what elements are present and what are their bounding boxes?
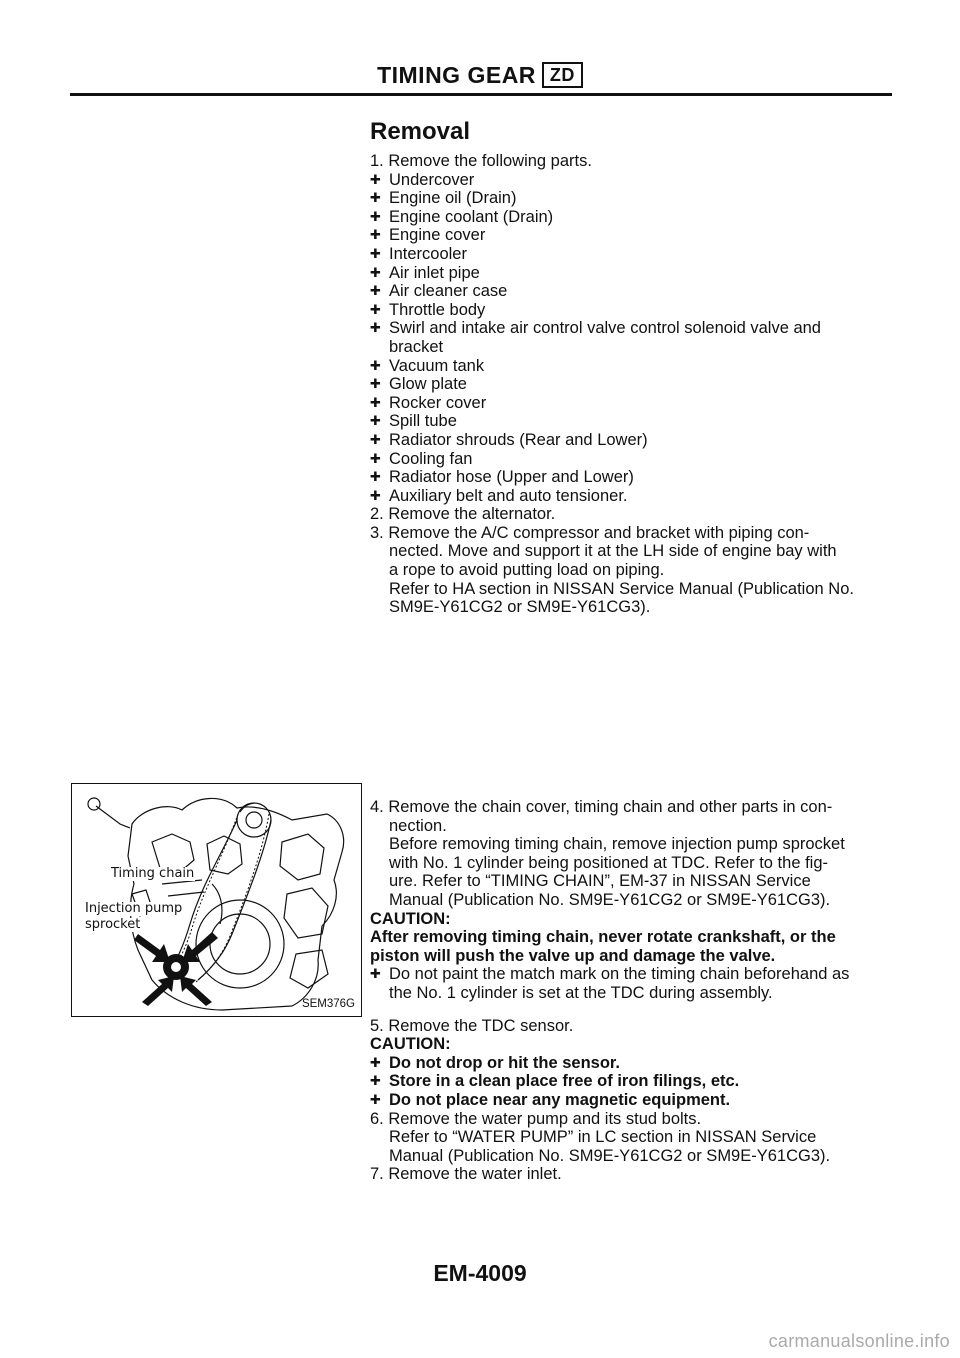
step-1: 1. Remove the following parts. bbox=[370, 152, 592, 170]
page-number: EM-4009 bbox=[433, 1260, 527, 1286]
figure-code: SEM376G bbox=[301, 998, 355, 1010]
step-7: 7. Remove the water inlet. bbox=[370, 1165, 562, 1184]
step-3-cont: nected. Move and support it at the LH side of engine bay with bbox=[389, 542, 837, 561]
caution-heading: CAUTION: bbox=[370, 909, 451, 928]
removal-steps-1 bbox=[370, 152, 892, 617]
note-item: ✚ Do not paint the match mark on the timing chain beforehand as bbox=[370, 965, 892, 984]
step-5: 5. Remove the TDC sensor. bbox=[370, 1016, 574, 1035]
figure-label-timing-chain: Timing chain bbox=[111, 866, 195, 881]
list-item: ✚ Swirl and intake air control valve control solenoid valve and bbox=[370, 319, 892, 338]
step-3-cont: Refer to HA section in NISSAN Service Manual (Publication No. bbox=[389, 579, 854, 598]
figure-label-sprocket: sprocket bbox=[85, 917, 141, 932]
note-item-cont: the No. 1 cylinder is set at the TDC during assembly. bbox=[389, 983, 773, 1002]
list-item: ✚ Glow plate bbox=[370, 375, 892, 394]
caution-item: ✚ Do not place near any magnetic equipment. bbox=[370, 1091, 892, 1110]
step-6: 6. Remove the water pump and its stud bolts. bbox=[370, 1109, 702, 1128]
page-header bbox=[0, 62, 960, 89]
step-6-cont: Manual (Publication No. SM9E-Y61CG2 or SM9E-Y61CG3). bbox=[389, 1146, 831, 1165]
timing-chain-figure bbox=[71, 783, 362, 1017]
caution-text: After removing timing chain, never rotate crankshaft, or the bbox=[370, 928, 836, 947]
step-6-cont: Refer to “WATER PUMP” in LC section in NISSAN Service bbox=[389, 1128, 817, 1147]
list-item-cont: bracket bbox=[389, 337, 444, 356]
engine-badge: ZD bbox=[542, 62, 583, 88]
list-item: ✚ Undercover bbox=[370, 171, 892, 190]
header-rule bbox=[70, 93, 892, 96]
list-item: ✚ Throttle body bbox=[370, 301, 892, 320]
step-3: 3. Remove the A/C compressor and bracket with piping con- bbox=[370, 523, 810, 542]
list-item: ✚ Radiator shrouds (Rear and Lower) bbox=[370, 431, 892, 450]
list-item: ✚ Cooling fan bbox=[370, 450, 892, 469]
step-3-cont: SM9E-Y61CG2 or SM9E-Y61CG3). bbox=[389, 598, 651, 617]
list-item: ✚ Engine coolant (Drain) bbox=[370, 208, 892, 227]
list-item: ✚ Auxiliary belt and auto tensioner. bbox=[370, 487, 892, 506]
caution-heading: CAUTION: bbox=[370, 1035, 451, 1054]
figure-label-injection-pump: Injection pump bbox=[85, 901, 183, 916]
step-4-cont: nection. bbox=[389, 816, 447, 835]
caution-text: piston will push the valve up and damage the valve. bbox=[370, 946, 776, 965]
step-3-cont: a rope to avoid putting load on piping. bbox=[389, 561, 665, 580]
header-title: TIMING GEAR bbox=[377, 62, 536, 88]
engine-illustration bbox=[72, 784, 361, 1016]
step-4-cont: with No. 1 cylinder being positioned at TDC. Refer to the fig- bbox=[389, 853, 828, 872]
list-item: ✚ Vacuum tank bbox=[370, 357, 892, 376]
list-item: ✚ Intercooler bbox=[370, 245, 892, 264]
step-4-cont: ure. Refer to “TIMING CHAIN”, EM-37 in NISSAN Service bbox=[389, 872, 811, 891]
caution-item: ✚ Do not drop or hit the sensor. bbox=[370, 1054, 892, 1073]
step-4: 4. Remove the chain cover, timing chain and other parts in con- bbox=[370, 798, 833, 816]
list-item: ✚ Air cleaner case bbox=[370, 282, 892, 301]
list-item: ✚ Radiator hose (Upper and Lower) bbox=[370, 468, 892, 487]
list-item: ✚ Engine oil (Drain) bbox=[370, 189, 892, 208]
watermark-link[interactable]: carmanualsonline.info bbox=[768, 1331, 950, 1351]
step-4-cont: Manual (Publication No. SM9E-Y61CG2 or SM9E-Y61CG3). bbox=[389, 890, 831, 909]
list-item: ✚ Spill tube bbox=[370, 412, 892, 431]
list-item: ✚ Engine cover bbox=[370, 226, 892, 245]
step-2: 2. Remove the alternator. bbox=[370, 505, 556, 524]
section-title: Removal bbox=[370, 118, 471, 145]
list-item: ✚ Air inlet pipe bbox=[370, 264, 892, 283]
list-item: ✚ Rocker cover bbox=[370, 394, 892, 413]
step-4-cont: Before removing timing chain, remove injection pump sprocket bbox=[389, 835, 845, 854]
removal-steps-2 bbox=[370, 798, 892, 1184]
caution-item: ✚ Store in a clean place free of iron filings, etc. bbox=[370, 1072, 892, 1091]
